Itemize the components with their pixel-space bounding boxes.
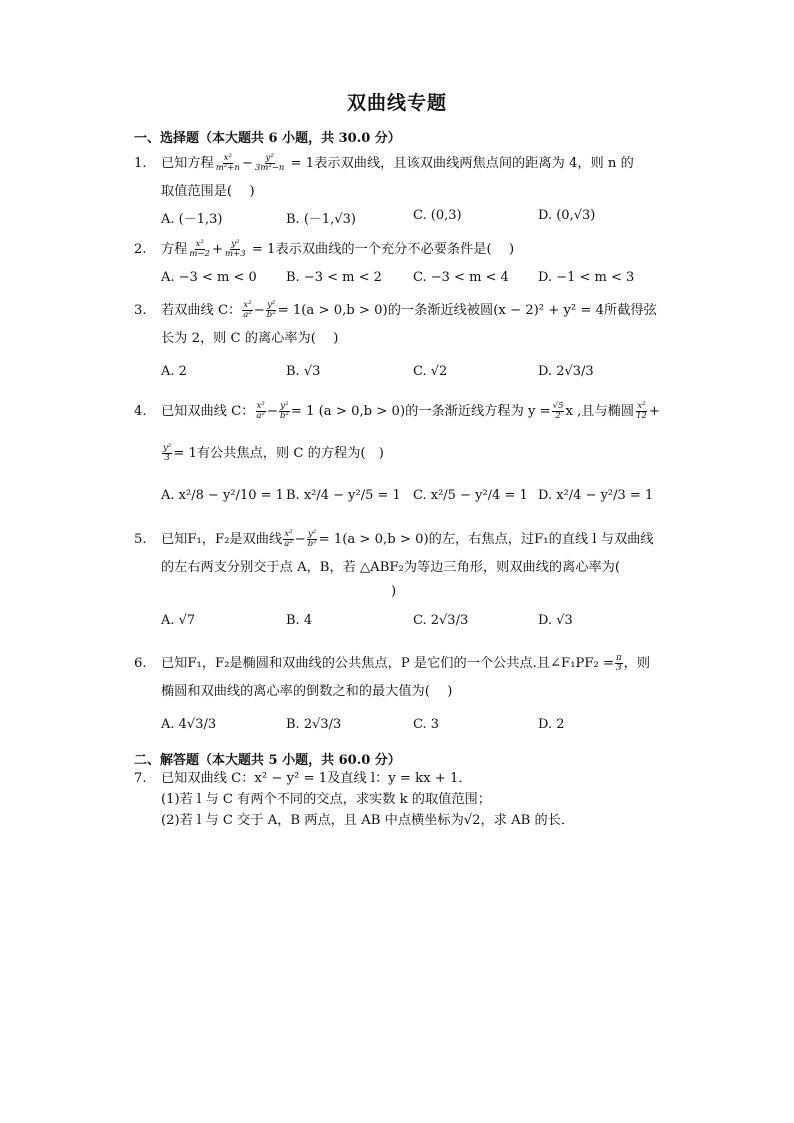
question-text: = 1有公共焦点，则 C 的方程为( ) <box>173 446 384 461</box>
option-a: A. (－1,3) <box>161 212 223 227</box>
option-c: C. −3 < m < 4 <box>413 270 509 285</box>
question-text: = 1(a > 0,b > 0)的一条渐近线被圆(x − 2)² + y² = 4所截得弦 <box>277 303 657 318</box>
options-row <box>161 717 661 747</box>
question-text: 已知F₁，F₂是双曲线 <box>161 532 283 547</box>
fraction: $\frac{\text{x²}}{\text{m²+n}}$ <box>215 153 240 173</box>
fraction: $\frac{\text{y²}}{\text{b²}}$ <box>279 401 289 421</box>
question-5-paren: ) <box>391 584 397 599</box>
options-row <box>161 613 661 643</box>
question-5: 5. 已知F₁，F₂是双曲线 $\frac{\text{x²}}{\text{a²}}$ − $\frac{\text{y²}}{\text{b²}}$ = 1(a > 0,b > 0)的左，右焦点，过F₁的直线 l 与双曲线 的左右两支分别交于点 A，B，若 △ABF₂为等边三角形，则双曲线的离心率为( <box>134 526 664 582</box>
option-c: C. 2√3/3 <box>413 613 469 628</box>
question-4: 4. 已知双曲线 C： $\frac{\text{x²}}{\text{a²}}$ − $\frac{\text{y²}}{\text{b²}}$ = 1 (a > 0,b > 0)的一条渐近线方程为 y = $\frac{√5}{2}$ x ,且与椭圆 $\frac{\text{x²}}{12}$ + <box>134 398 664 426</box>
question-4-continued <box>134 440 664 468</box>
question-number: 6. <box>134 656 147 671</box>
option-a: A. √7 <box>161 613 196 628</box>
question-text: 表示双曲线的一个充分不必要条件是( ) <box>275 242 515 257</box>
option-a: A. −3 < m < 0 <box>161 270 257 285</box>
page-title: 双曲线专题 <box>346 92 447 114</box>
question-number: 1. <box>134 156 147 171</box>
options-row <box>161 208 661 238</box>
option-b: B. x²/4 − y²/5 = 1 <box>286 488 401 503</box>
option-d: D. (0,√3) <box>538 208 596 223</box>
option-b: B. −3 < m < 2 <box>286 270 382 285</box>
question-7-part-1: (1)若 l 与 C 有两个不同的交点，求实数 k 的取值范围； <box>161 792 491 807</box>
question-text: = 1 (a > 0,b > 0)的一条渐近线方程为 y = <box>290 404 551 419</box>
options-row <box>161 488 661 518</box>
fraction: $\frac{\text{x²}}{m-2}$ <box>189 239 210 259</box>
question-7-part-2: (2)若 l 与 C 交于 A，B 两点，且 AB 中点横坐标为√2，求 AB 的长． <box>161 813 575 828</box>
options-row <box>161 270 661 300</box>
question-text: 已知双曲线 C： <box>161 404 255 419</box>
option-c: C. √2 <box>413 364 448 379</box>
question-2: 2. 方程 $\frac{\text{x²}}{m-2}$ + $\frac{\text{y²}}{m+3}$ = 1表示双曲线的一个充分不必要条件是( ) <box>134 236 664 264</box>
question-text: 已知方程 <box>161 156 214 171</box>
question-text: ，则 <box>623 656 651 671</box>
option-d: D. √3 <box>538 613 573 628</box>
option-b: B. √3 <box>286 364 321 379</box>
option-b: B. 4 <box>286 613 313 628</box>
fraction: $\frac{\text{y²}}{\text{b²}}$ <box>266 300 276 320</box>
question-text: x ,且与椭圆 <box>565 404 635 419</box>
question-text: 的左右两支分别交于点 A，B，若 △ABF₂为等边三角形，则双曲线的离心率为( <box>161 560 620 575</box>
question-number: 4. <box>134 404 147 419</box>
question-text: 已知双曲线 C：x² − y² = 1及直线 l：y = kx + 1． <box>161 771 472 786</box>
question-number: 7. <box>134 771 147 786</box>
fraction: $\frac{\text{y²}}{m+3}$ <box>225 239 246 259</box>
options-row <box>161 364 661 394</box>
fraction: $\frac{\text{y²}}{\text{3m²−n}}$ <box>254 153 285 173</box>
fraction: $\frac{\pi}{3}$ <box>616 653 622 673</box>
option-d: D. x²/4 − y²/3 = 1 <box>538 488 654 503</box>
option-c: C. x²/5 − y²/4 = 1 <box>413 488 528 503</box>
question-text: 表示双曲线，且该双曲线两焦点间的距离为 4，则 n 的 <box>314 156 634 171</box>
fraction: $\frac{\text{x²}}{12}$ <box>636 401 647 421</box>
option-d: D. 2√3/3 <box>538 364 594 379</box>
fraction: $\frac{\text{y²}}{3}$ <box>163 443 172 463</box>
question-text: 椭圆和双曲线的离心率的倒数之和的最大值为( ) <box>161 684 453 699</box>
question-text: 方程 <box>161 242 188 257</box>
fraction: $\frac{√5}{2}$ <box>552 401 564 421</box>
option-b: B. 2√3/3 <box>286 717 342 732</box>
option-c: C. 3 <box>413 717 440 732</box>
question-number: 2. <box>134 242 147 257</box>
option-a: A. 4√3/3 <box>161 717 217 732</box>
fraction: $\frac{\text{y²}}{\text{b²}}$ <box>307 529 317 549</box>
question-6 <box>134 650 664 706</box>
question-text: 长为 2，则 C 的离心率为( ) <box>161 331 339 346</box>
option-a: A. 2 <box>161 364 187 379</box>
question-3: 3. 若双曲线 C： $\frac{\text{x²}}{\text{a²}}$ − $\frac{\text{y²}}{\text{b²}}$ = 1(a > 0,b > 0)的一条渐近线被圆(x − 2)² + y² = 4所截得弦 长为 2，则 C 的离心率为( ) <box>134 297 664 353</box>
question-number: 5. <box>134 532 147 547</box>
question-text: 已知F₁，F₂是椭圆和双曲线的公共焦点，P 是它们的一个公共点.且∠F₁PF₂ = <box>161 656 615 671</box>
option-c: C. (0,3) <box>413 208 462 223</box>
question-text: = 1(a > 0,b > 0)的左，右焦点，过F₁的直线 l 与双曲线 <box>318 532 654 547</box>
option-a: A. x²/8 − y²/10 = 1 <box>161 488 284 503</box>
question-number: 3. <box>134 303 147 318</box>
question-text: 若双曲线 C： <box>161 303 242 318</box>
section-heading-answer: 二、解答题（本大题共 5 小题，共 60.0 分） <box>134 753 401 768</box>
question-1: 1. 已知方程 $\frac{\text{x²}}{\text{m²+n}}$ − $\frac{\text{y²}}{\text{3m²−n}}$ = 1表示双曲线，且该双曲线两焦点间的距离为 4，则 n 的 取值范围是( ) <box>134 150 664 206</box>
option-d: D. 2 <box>538 717 565 732</box>
question-text: 取值范围是( ) <box>161 184 255 199</box>
option-b: B. (－1,√3) <box>286 212 356 227</box>
section-heading-choice: 一、选择题（本大题共 6 小题，共 30.0 分） <box>134 131 401 146</box>
option-d: D. −1 < m < 3 <box>538 270 635 285</box>
fraction: $\frac{\text{x²}}{\text{a²}}$ <box>243 300 252 320</box>
fraction: $\frac{\text{x²}}{\text{a²}}$ <box>256 401 265 421</box>
fraction: $\frac{\text{x²}}{\text{a²}}$ <box>284 529 293 549</box>
